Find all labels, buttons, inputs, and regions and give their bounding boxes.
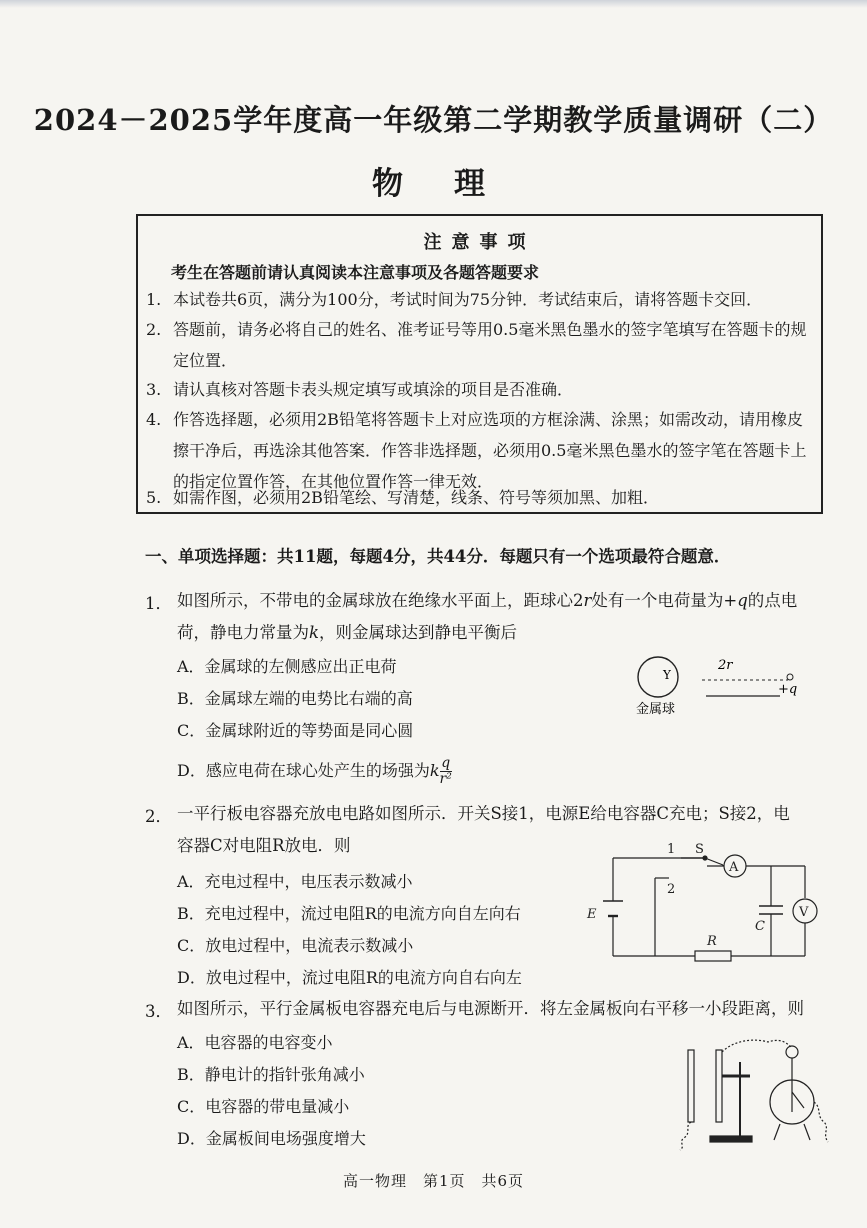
notice-box xyxy=(136,214,823,514)
notice-title: 注意事项 xyxy=(423,232,536,253)
contact-2-label: 2 xyxy=(667,882,676,897)
option-a: A．充电过程中，电压表示数减小 xyxy=(177,872,413,891)
scan-top-band xyxy=(0,0,867,8)
option-c: C．放电过程中，电流表示数减小 xyxy=(177,936,414,955)
exam-title: 2024－2025学年度高一年级第二学期教学质量调研（二） xyxy=(33,103,834,137)
notice-subtitle: 考生在答题前请认真阅读本注意事项及各题答题要求 xyxy=(171,263,540,282)
resistor-label: R xyxy=(707,934,717,949)
section-heading: 一、单项选择题：共11题，每题4分，共44分．每题只有一个选项最符合题意． xyxy=(145,547,731,566)
question-number: 3． xyxy=(145,1002,172,1021)
question-1-stem: 如图所示，不带电的金属球放在绝缘水平面上，距球心2r处有一个电荷量为+q的点电荷，静电力常量为k，则金属球达到静电平衡后 xyxy=(177,591,798,642)
notice-item: 1. 本试卷共6页，满分为100分，考试时间为75分钟．考试结束后，请将答题卡交回． xyxy=(146,290,763,309)
question-2-stem-line1: 一平行板电容器充放电电路如图所示．开关S接1，电源E给电容器C充电；S接2，电 xyxy=(177,804,790,823)
switch-label: S xyxy=(695,842,704,857)
option-c: C．电容器的带电量减小 xyxy=(177,1097,350,1116)
notice-item: 3. 请认真核对答题卡表头规定填写或填涂的项目是否准确． xyxy=(146,380,574,399)
question-number: 2． xyxy=(145,807,172,826)
notice-item: 4. 作答选择题，必须用2B铅笔将答题卡上对应选项的方框涂满、涂黑；如需改动，请用橡皮擦干净后，再选涂其他答案．作答非选择题，必须用0.5毫米黑色墨水的签字笔在答题卡上的指定位置作答，在其他位置作答一律无效． xyxy=(146,410,807,491)
page-footer: 高一物理 第1页 共6页 xyxy=(342,1172,525,1190)
q3-electroscope-figure xyxy=(664,1032,834,1152)
capacitor-label: C xyxy=(755,919,765,934)
option-b: B．充电过程中，流过电阻R的电流方向自左向右 xyxy=(177,904,521,923)
voltmeter-label: V xyxy=(799,905,809,920)
option-a: A．电容器的电容变小 xyxy=(177,1033,333,1052)
source-label: E xyxy=(587,907,597,922)
q2-circuit xyxy=(583,838,828,968)
option-b: B．金属球左端的电势比右端的高 xyxy=(177,689,413,708)
option-a: A．金属球的左侧感应出正电荷 xyxy=(177,657,397,676)
ball-label: 金属球 xyxy=(636,702,676,717)
q1-figure xyxy=(630,650,810,720)
contact-1-label: 1 xyxy=(667,842,676,857)
question-2-stem-line2: 容器C对电阻R放电．则 xyxy=(177,836,351,855)
ammeter-label: A xyxy=(729,860,739,875)
option-d: D．金属板间电场强度增大 xyxy=(177,1129,366,1148)
option-d: D．感应电荷在球心处产生的场强为$k\frac{q}{\text{r²}}$ xyxy=(177,755,452,787)
question-3-stem: 如图所示，平行金属板电容器充电后与电源断开．将左金属板向右平移一小段距离，则 xyxy=(177,999,804,1018)
distance-label: 2r xyxy=(718,658,733,673)
ball-mark: Y xyxy=(663,668,671,682)
subject-title: 物 理 xyxy=(372,166,495,202)
notice-item: 5. 如需作图，必须用2B铅笔绘、写清楚，线条、符号等须加黑、加粗． xyxy=(146,488,659,507)
field-fraction: $\frac{q}{\text{r²}}$ xyxy=(439,755,452,787)
option-d: D．放电过程中，流过电阻R的电流方向自右向左 xyxy=(177,968,522,987)
question-number: 1． xyxy=(145,594,172,613)
option-c: C．金属球附近的等势面是同心圆 xyxy=(177,721,414,740)
charge-label: +q xyxy=(778,682,798,697)
notice-item: 2. 答题前，请务必将自己的姓名、准考证号等用0.5毫米黑色墨水的签字笔填写在答题卡的规定位置． xyxy=(146,320,807,370)
option-b: B．静电计的指针张角减小 xyxy=(177,1065,365,1084)
